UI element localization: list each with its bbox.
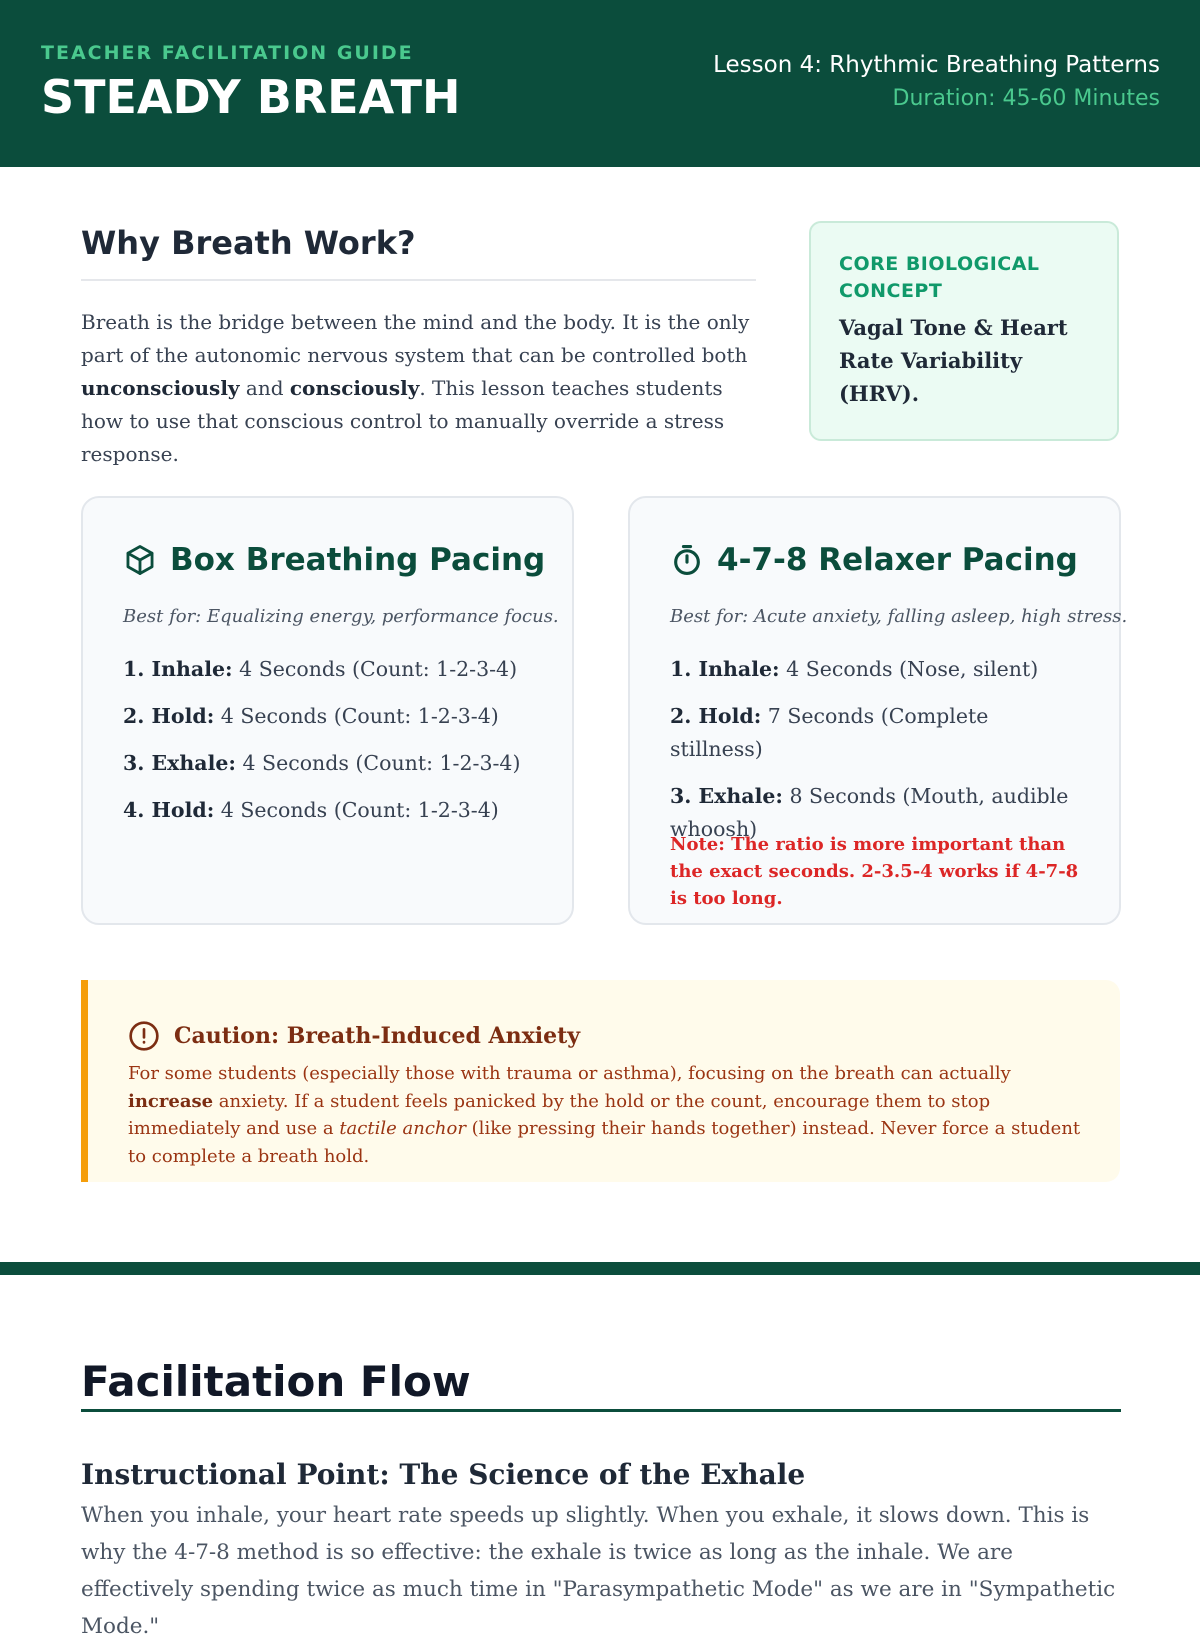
concept-label: CORE BIOLOGICAL CONCEPT	[839, 253, 1040, 302]
step-label: 3. Exhale:	[123, 751, 236, 775]
section-heading-why: Why Breath Work?	[81, 224, 416, 262]
heading-underline	[81, 1409, 1121, 1412]
step-item	[123, 700, 533, 733]
intro-text: and	[239, 376, 290, 400]
step-label: 4. Hold:	[123, 798, 215, 822]
best-for-text: Best for: Acute anxiety, falling asleep, high stress.	[670, 606, 1128, 627]
intro-text: Breath is the bridge between the mind and the body. It is the only part of the autonomic nervous system that can be controlled both	[81, 310, 750, 367]
caution-text	[128, 1060, 1088, 1170]
section-divider-bar	[0, 1262, 1200, 1275]
page-header	[0, 0, 1200, 167]
step-item	[670, 700, 1080, 766]
step-text: 7 Seconds (Complete stillness)	[670, 704, 989, 761]
caution-emphasis: increase	[128, 1090, 214, 1112]
step-list	[123, 653, 533, 841]
card-title: 4-7-8 Relaxer Pacing	[717, 542, 1078, 578]
step-item	[123, 794, 533, 827]
instructional-point-body: When you inhale, your heart rate speeds up slightly. When you exhale, it slows down. This is why the 4-7-8 method is so effective: the exhale is twice as long as the inhale. We are effectively spending twice as much time in "Parasympathetic Mode" as we are in "Sympathetic Mode."	[81, 1503, 1116, 1639]
alert-circle-icon	[128, 1020, 160, 1052]
step-text: 4 Seconds (Nose, silent)	[779, 657, 1039, 681]
caution-text-part: anxiety. If a student feels panicked by the hold or the count, encourage them to stop immediately and use a	[128, 1090, 991, 1139]
caution-italic-term: tactile anchor	[339, 1118, 466, 1139]
step-item	[123, 653, 533, 686]
step-text: 4 Seconds (Count: 1-2-3-4)	[214, 798, 499, 822]
caution-heading	[128, 1020, 580, 1052]
instructional-point-title: Instructional Point: The Science of the Exhale	[81, 1458, 806, 1491]
step-list	[670, 653, 1080, 856]
caution-text-part: For some students (especially those with trauma or asthma), focusing on the breath can actually	[128, 1063, 1011, 1084]
intro-paragraph	[81, 306, 751, 471]
caution-title: Caution: Breath-Induced Anxiety	[174, 1023, 581, 1049]
section-divider	[81, 279, 756, 281]
card-heading	[123, 542, 545, 578]
step-label: 2. Hold:	[123, 704, 215, 728]
intro-emphasis-unconsciously: unconsciously	[81, 376, 240, 400]
step-item	[123, 747, 533, 780]
card-heading	[670, 542, 1078, 578]
lesson-duration: Duration: 45-60 Minutes	[892, 86, 1160, 111]
relaxer-card	[628, 496, 1128, 925]
guide-eyebrow: TEACHER FACILITATION GUIDE	[41, 42, 414, 64]
guide-title: STEADY BREATH	[41, 70, 461, 124]
step-text: 4 Seconds (Count: 1-2-3-4)	[214, 704, 499, 728]
box-breathing-card	[81, 496, 574, 925]
step-label: 1. Inhale:	[670, 657, 780, 681]
stopwatch-icon	[670, 543, 704, 577]
caution-text-part: (like pressing their hands together) instead. Never force a student to complete a breath hold.	[128, 1118, 1081, 1167]
step-text: 4 Seconds (Count: 1-2-3-4)	[232, 657, 518, 681]
step-label: 3. Exhale:	[670, 784, 783, 808]
step-label: 1. Inhale:	[123, 657, 233, 681]
step-label: 2. Hold:	[670, 704, 762, 728]
card-title: Box Breathing Pacing	[170, 542, 546, 578]
step-item	[670, 653, 1080, 686]
step-text: 4 Seconds (Count: 1-2-3-4)	[235, 751, 521, 775]
caution-callout	[81, 980, 1120, 1182]
lesson-title: Lesson 4: Rhythmic Breathing Patterns	[713, 52, 1160, 78]
intro-text: . This lesson teaches students how to use that conscious control to manually override a stress response.	[81, 376, 725, 466]
best-for-text: Best for: Equalizing energy, performance focus.	[123, 606, 559, 627]
concept-text: Vagal Tone & Heart Rate Variability (HRV).	[839, 315, 1068, 406]
cube-icon	[123, 543, 157, 577]
core-concept-callout	[809, 221, 1119, 441]
facilitation-flow-heading: Facilitation Flow	[81, 1357, 471, 1406]
intro-emphasis-consciously: consciously	[289, 376, 420, 400]
ratio-note: Note: The ratio is more important than the exact seconds. 2-3.5-4 works if 4-7-8 is too long.	[670, 834, 1079, 909]
step-text: 8 Seconds (Mouth, audible whoosh)	[670, 784, 1069, 841]
